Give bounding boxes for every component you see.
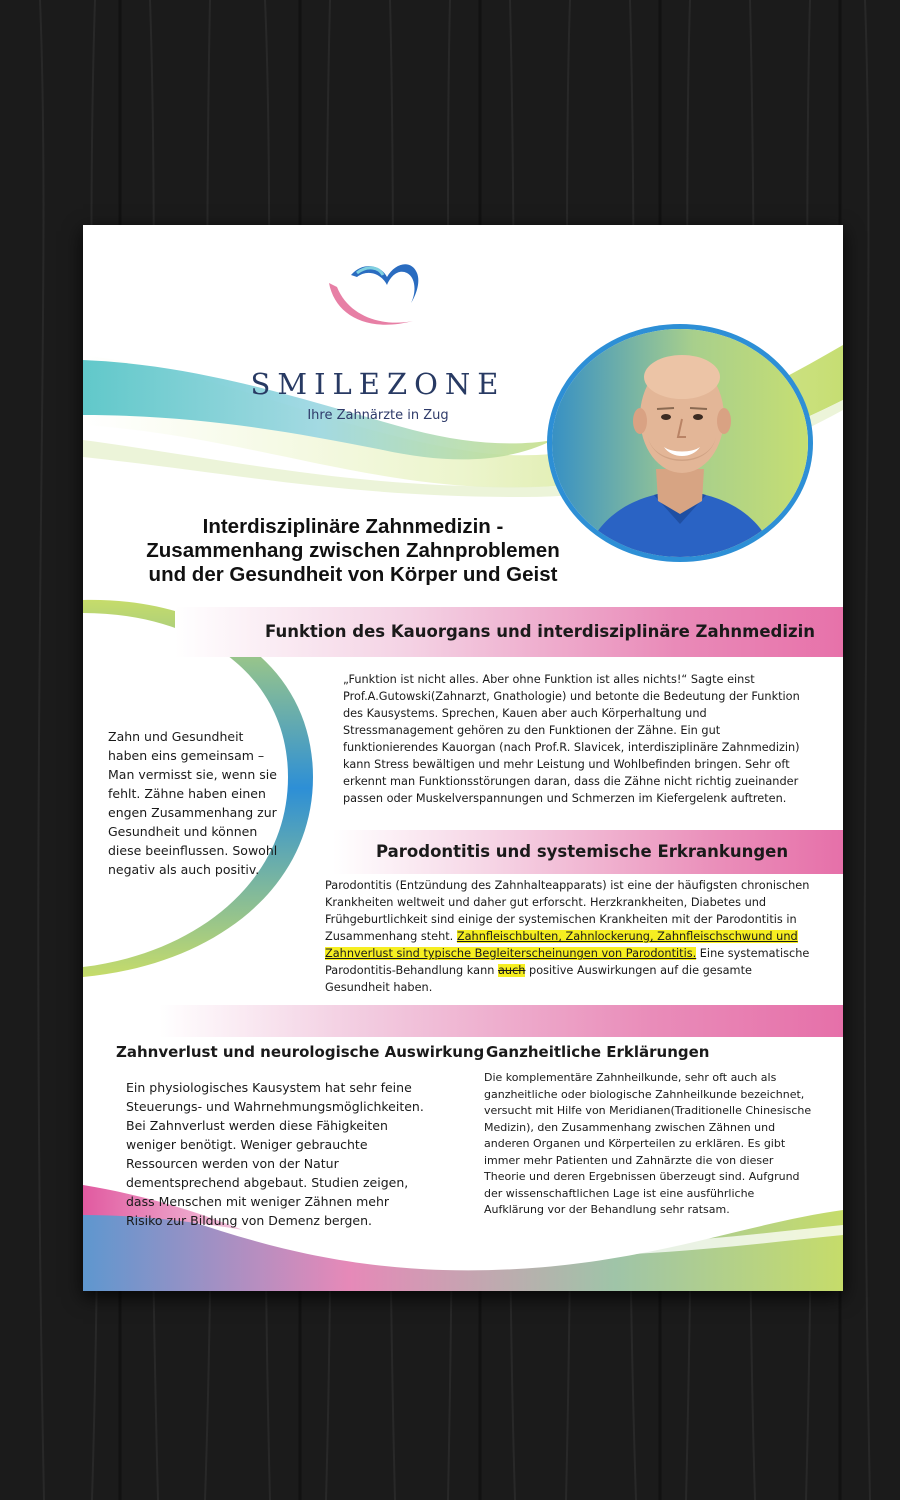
brand-name: SMILEZONE [250,367,506,401]
section-3-title: Zahnverlust und neurologische Auswirkung [116,1043,485,1061]
section-1-text: „Funktion ist nicht alles. Aber ohne Funktion ist alles nichts!“ Sagte einst Prof.A.Gutowski(Zahnarzt, Gnathologie) und betonte die Bedeutung der Funktion des Kausystems. Sprechen, Kauen aber auch Körperhaltung und Stressmanagement gehören zu den Funktionen der Zähne. Ein gut funktionierendes Kauorgan (nach Prof.R. Slavicek, interdisziplinäre Zahnmedizin) kann Stress bewältigen und mehr Leistung und Wohlbefinden bringen. Sehr oft erkennt man Funktionsstörungen daran, dass die Zähne nicht richtig zueinander passen oder Muskelverspannungen und Schmerzen im Kiefergelenk auftreten. [343,673,800,805]
section-2-text [325,877,815,996]
section-1-title: Funktion des Kauorgans und interdisziplinäre Zahnmedizin [265,622,815,641]
section-4-title: Ganzheitliche Erklärungen [486,1043,710,1061]
section-2-title: Parodontitis und systemische Erkrankungen [376,842,789,861]
struck-word: auch [497,964,526,977]
highlighted-text: Zahnfleischbulten, Zahnlockerung, Zahnfleischschwund und Zahnverlust sind typische Begleiterscheinungen von Parodontitis. [325,930,798,960]
section-2-text-start: Parodontitis (Entzündung des Zahnhalteapparats) ist eine der häufigsten chronischen Krankheiten weltweit und daher gut erforscht. Herzkrankheiten, Diabetes und Frühgeburtlichkeit sind einige der systemischen Krankheiten mit der Parodontitis in Zusammenhang steht. [325,879,810,943]
page-headline [103,515,603,587]
section-divider-band [83,1005,843,1037]
flyer-page [83,225,843,1291]
section-2-text-end: positive Auswirkungen auf die gesamte Gesundheit haben. [325,964,752,994]
headline-line-3: und der Gesundheit von Körper und Geist [148,563,558,586]
section-1-banner [175,607,843,657]
tooth-logo-icon [327,255,423,335]
sidebar-quote: Zahn und Gesundheit haben eins gemeinsam – Man vermisst sie, wenn sie fehlt. Zähne haben einen engen Zusammenhang zur Gesundheit und können diese beeinflussen. Sowohl negativ als auch positiv. [108,729,278,877]
section-2-banner [333,830,843,874]
section-2-text-mid: Eine systematische Parodontitis-Behandlung kann [325,947,810,977]
brand-tagline: Ihre Zahnärzte in Zug [307,408,449,423]
headline-line-2: Zusammenhang zwischen Zahnproblemen [146,539,560,562]
section-4-text: Die komplementäre Zahnheilkunde, sehr oft auch als ganzheitliche oder biologische Zahnheilkunde bezeichnet, versucht mit Hilfe von Meridianen(Traditionelle Chinesische Medizin), den Zusammenhang zwischen Zähnen und anderen Organen und Körperteilen zu erklären. Es gibt immer mehr Patienten und Zahnärzte die von dieser Theorie und deren Ergebnissen überzeugt sind. Aufgrund der wissenschaftlichen Lage ist eine ausführliche Aufklärung vor der Behandlung sehr ratsam. [484,1071,812,1216]
section-3-text: Ein physiologisches Kausystem hat sehr feine Steuerungs- und Wahrnehmungsmöglichkeiten. Bei Zahnverlust werden diese Fähigkeiten weniger benötigt. Weniger gebrauchte Ressourcen werden von der Natur dementsprechend abgebaut. Studien zeigen, dass Menschen mit weniger Zähnen mehr Risiko zur Bildung von Demenz bergen. [126,1080,424,1228]
headline-line-1: Interdisziplinäre Zahnmedizin - [202,515,504,538]
